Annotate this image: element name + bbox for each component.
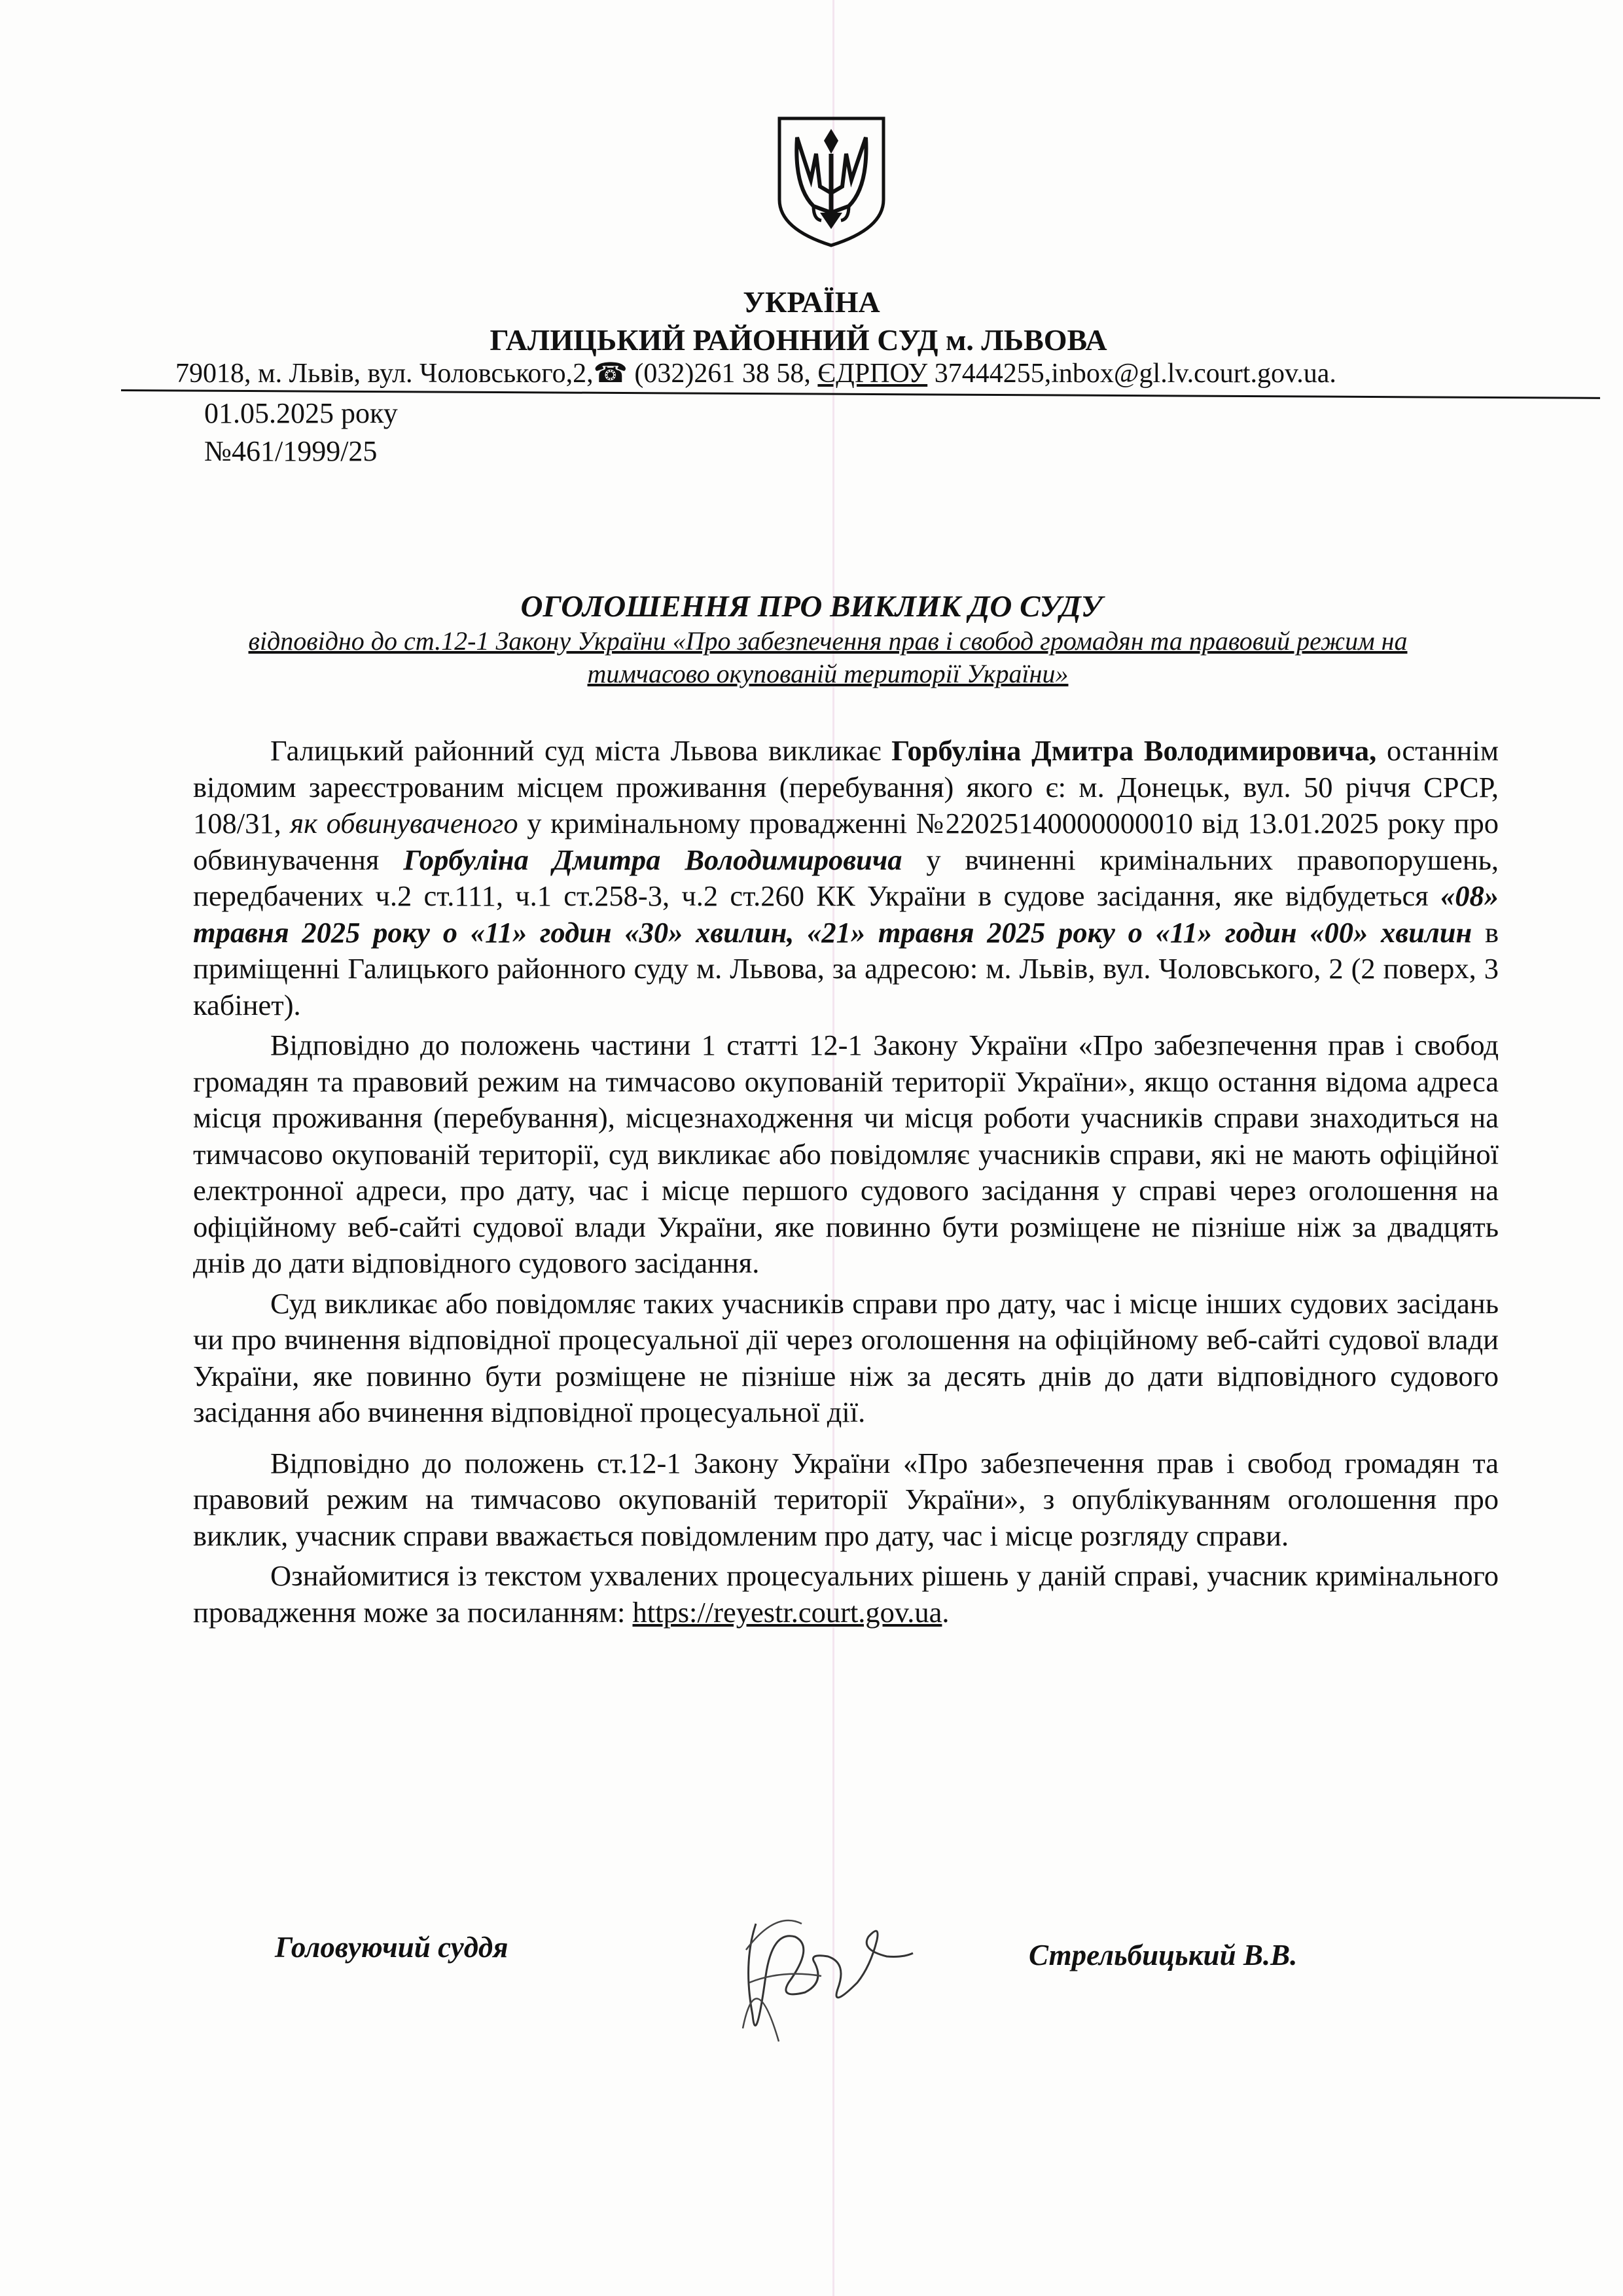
- paragraph-5: [193, 1558, 1499, 1631]
- paragraph-3: Суд викликає або повідомляє таких учасників справи про дату, час і місце інших судових засідань чи про вчинення відповідної процесуальної дії через оголошення на офіційному веб-сайті судової влади України, яке повинно бути розміщене не пізніше ніж за десять днів до дати відповідного судового засідання або вчинення відповідної процесуальної дії.: [193, 1286, 1499, 1428]
- paragraph-2: Відповідно до положень частини 1 статті 12-1 Закону України «Про забезпечення прав і свобод громадян та правовий режим на тимчасово окупованій території України», якщо остання відома адреса місця проживання (перебування), місцезнаходження чи місця роботи учасників справи знаходиться на тимчасово окупованій території, суд викликає або повідомляє учасників справи, які не мають офіційної електронної адреси, про дату, час і місце першого судового засідання у справі через оголошення на офіційному веб-сайті судової влади України, яке повинно бути розміщене не пізніше ніж за двадцять днів до дати відповідного судового засідання.: [193, 1029, 1499, 1279]
- judge-name: Стрельбицький В.В.: [1029, 1939, 1298, 1971]
- address-text: 79018, м. Львів, вул. Чоловського,2,: [175, 359, 594, 389]
- accused-name: Горбуліна Дмитра Володимировича,: [891, 734, 1377, 767]
- p1-text-b: останнім відомим зареєстрованим місцем проживання (перебування) якого є: м. Донецьк, вул. 50 річчя СРСР, 108/31,: [193, 734, 1499, 839]
- page-subtitle: відповідно до ст.12-1 Закону України «Про забезпечення прав і свобод громадян та правовий режим на тимчасово окупованій території України»: [248, 626, 1408, 688]
- p1-text-f: в приміщенні Галицького районного суду м. Львова, за адресою: м. Львів, вул. Чоловського, 2 (2 поверх, 3 кабінет).: [193, 915, 1499, 1021]
- phone-icon: ☎: [593, 359, 628, 389]
- p1-text-a: Галицький районний суд міста Львова викликає: [270, 734, 892, 767]
- edrpou-label: ЄДРПОУ: [817, 359, 928, 389]
- p5-end: .: [942, 1595, 950, 1629]
- document-date: 01.05.2025 року: [204, 397, 398, 429]
- p1-accused-role: як обвинуваченого: [290, 807, 518, 839]
- court-heading: ГАЛИЦЬКИЙ РАЙОННИЙ СУД м. ЛЬВОВА: [490, 323, 1107, 357]
- edrpou-email: 37444255,inbox@gl.lv.court.gov.ua.: [927, 359, 1336, 389]
- document-number: №461/1999/25: [204, 435, 378, 467]
- court-address: 79018, м. Львів, вул. Чоловського,2,☎ (032)261 38 58, ЄДРПОУ 37444255,inbox@gl.lv.court.gov.ua.: [175, 359, 1336, 389]
- p5-text: Ознайомитися із текстом ухвалених процесуальних рішень у даній справі, учасник кримінального провадження може за посиланням:: [193, 1559, 1499, 1629]
- document-body: [193, 733, 1499, 1634]
- signature-role: Головуючий суддя: [275, 1931, 508, 1964]
- paragraph-4: Відповідно до положень ст.12-1 Закону України «Про забезпечення прав і свобод громадян та правовий режим на тимчасово окупованій території України», з опублікуванням оголошення про виклик, учасник справи вважається повідомленим про дату, час і місце розгляду справи.: [193, 1446, 1499, 1552]
- registry-link[interactable]: https://reyestr.court.gov.ua: [632, 1595, 942, 1629]
- paragraph-1: [193, 733, 1499, 1023]
- phone-number: (032)261 38 58: [634, 359, 804, 389]
- accused-name-2: Горбуліна Дмитра Володимировича: [403, 843, 902, 876]
- p1-text-d: у кримінальному провадженні №22025140000000010 від 13.01.2025 року про обвинувачення: [193, 807, 1499, 876]
- page-title: ОГОЛОШЕННЯ ПРО ВИКЛИК ДО СУДУ: [520, 590, 1103, 624]
- country-heading: УКРАЇНА: [743, 285, 880, 319]
- hearing-dates: «08» травня 2025 року о «11» годин «30» хвилин, «21» травня 2025 року о «11» годин «00» хвилин: [193, 879, 1499, 949]
- trident-emblem-icon: [774, 115, 889, 249]
- handwritten-signature-icon: [717, 1884, 926, 2074]
- p1-text-e: у вчиненні кримінальних правопорушень, передбачених ч.2 ст.111, ч.1 ст.258-3, ч.2 ст.260 КК України в судове засідання, яке відбудеться: [193, 843, 1499, 912]
